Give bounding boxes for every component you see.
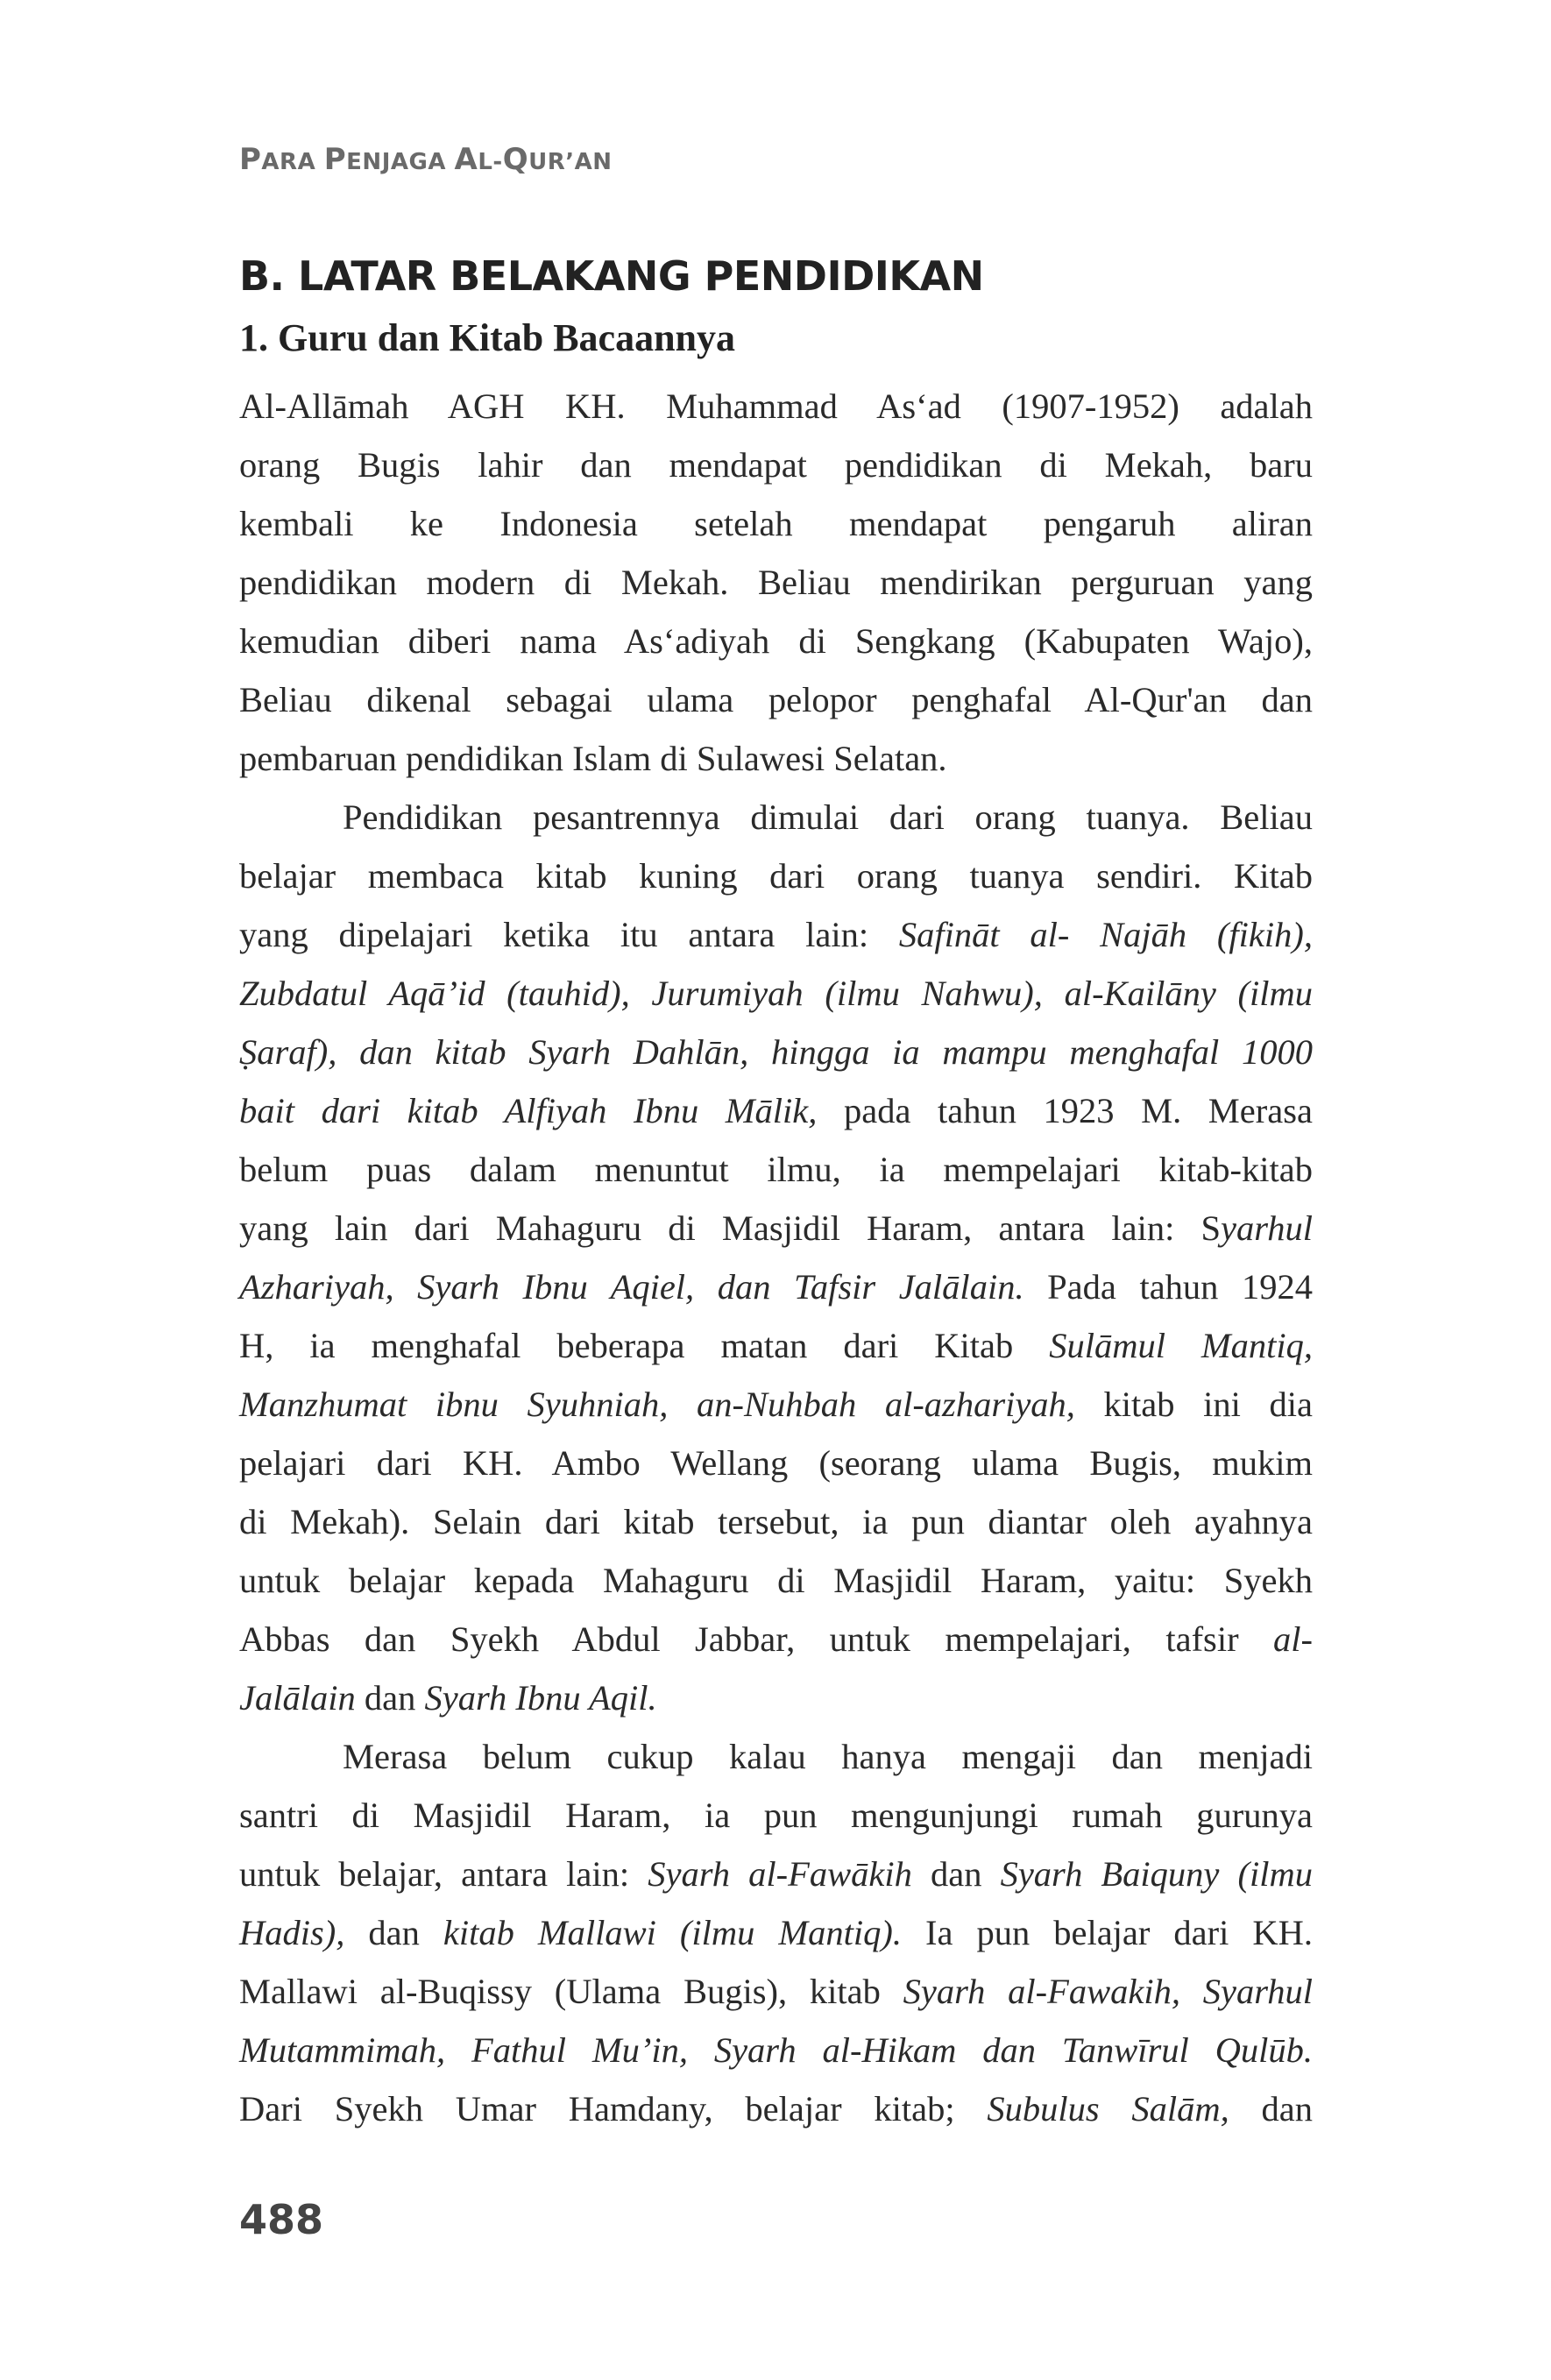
page-number: 488 <box>239 2196 324 2243</box>
paragraph-1: Al-Allāmah AGH KH. Muhammad As‘ad (1907-1952) adalah orang Bugis lahir dan mendapat pendidikan di Mekah, baru kembali ke Indonesia setelah mendapat pengaruh aliran pendidikan modern di Mekah. Beliau mendirikan perguruan yang kemudian diberi nama As‘adiyah di Sengkang (Kabupaten Wajo), Beliau dikenal sebagai ulama pelopor penghafal Al-Qur'an dan pembaruan pendidikan Islam di Sulawesi Selatan. <box>239 386 1313 778</box>
paragraph-3: Merasa belum cukup kalau hanya mengaji dan menjadi santri di Masjidil Haram, ia pun mengunjungi rumah gurunya untuk belajar, antara lain: Syarh al-Fawākih dan Syarh Baiquny (ilmu Hadis), dan kitab Mallawi (ilmu Mantiq). Ia pun belajar dari KH. Mallawi al-Buqissy (Ulama Bugis), kitab Syarh al-Fawakih, Syarhul Mutammimah, Fathul Mu’in, Syarh al-Hikam dan Tanwīrul Qulūb. Dari Syekh Umar Hamdany, belajar kitab; Subulus Salām, dan <box>239 1737 1313 2129</box>
paragraph-2: Pendidikan pesantrennya dimulai dari orang tuanya. Beliau belajar membaca kitab kuning dari orang tuanya sendiri. Kitab yang dipelajari ketika itu antara lain: Safināt al- Najāh (fikih), Zubdatul Aqā’id (tauhid), Jurumiyah (ilmu Nahwu), al-Kailāny (ilmu Ṣaraf), dan kitab Syarh Dahlān, hingga ia mampu menghafal 1000 bait dari kitab Alfiyah Ibnu Mālik, pada tahun 1923 M. Merasa belum puas dalam menuntut ilmu, ia mempelajari kitab-kitab yang lain dari Mahaguru di Masjidil Haram, antara lain: Syarhul Azhariyah, Syarh Ibnu Aqiel, dan Tafsir Jalālain. Pada tahun 1924 H, ia menghafal beberapa matan dari Kitab Sulāmul Mantiq, Manzhumat ibnu Syuhniah, an-Nuhbah al-azhariyah, kitab ini dia pelajari dari KH. Ambo Wellang (seorang ulama Bugis, mukim di Mekah). Selain dari kitab tersebut, ia pun diantar oleh ayahnya untuk belajar kepada Mahaguru di Masjidil Haram, yaitu: Syekh Abbas dan Syekh Abdul Jabbar, untuk mempelajari, tafsir al- Jalālain dan Syarh Ibnu Aqil. <box>239 797 1314 1718</box>
body-text <box>239 377 1313 2138</box>
section-heading: B. LATAR BELAKANG PENDIDIKAN <box>239 252 984 300</box>
running-header: PARA PENJAGA AL-QUR’AN <box>239 142 613 177</box>
subsection-heading: 1. Guru dan Kitab Bacaannya <box>239 316 736 359</box>
